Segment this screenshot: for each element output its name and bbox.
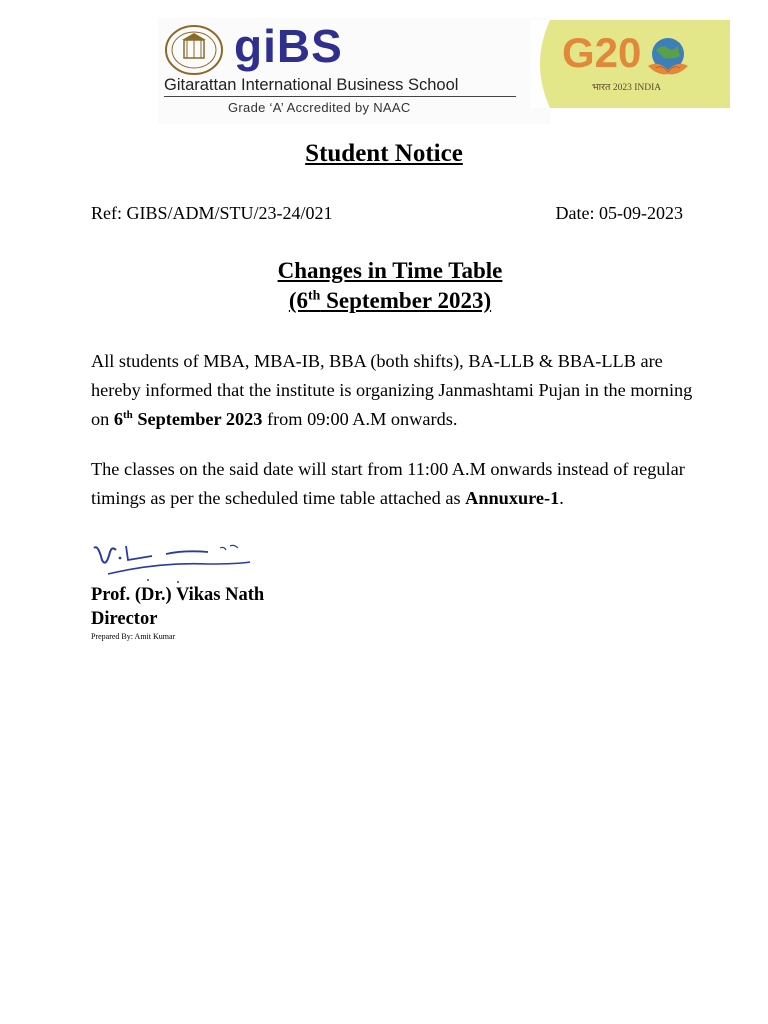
p2-text-b: . [559,488,564,508]
reference-number: Ref: GIBS/ADM/STU/23-24/021 [91,203,333,223]
subject-open: (6 [288,288,309,313]
notice-date: Date: 05-09-2023 [555,203,683,223]
g20-logo [530,20,730,108]
body-paragraph-1 [91,347,701,434]
subject-line-2 [0,288,768,314]
p1-text-a: All students of MBA, MBA-IB, BBA (both shifts), BA-LLB & BBA-LLB are hereby informed that the institute is organizing Janmashtami Pujan in the morning on [91,351,693,429]
notice-title: Student Notice [305,140,463,167]
p1-date-ordinal: th [123,408,133,421]
gibs-logo [158,18,550,124]
g20-wordmark-text: G20 [562,29,642,76]
signatory-name: Prof. (Dr.) Vikas Nath [91,585,265,605]
p1-date-bold [114,409,263,429]
institute-name: Gitarattan International Business School [164,76,459,94]
g20-tagline: भारत 2023 INDIA [592,83,662,93]
subject-line-1: Changes in Time Table [277,258,503,283]
institute-emblem-icon [164,24,224,76]
annexure-reference: Annuxure-1 [465,488,560,508]
globe-lotus-icon [642,32,694,84]
p2-text-a: The classes on the said date will start from 11:00 A.M onwards instead of regular timings as per the scheduled time table attached as [91,459,685,508]
prepared-by: Prepared By: Amit Kumar [91,632,176,641]
subject-rest: September 2023) [320,288,492,313]
p1-text-b: from 09:00 A.M onwards. [262,409,458,429]
g20-wordmark [562,28,641,78]
p1-date-num: 6 [113,409,123,429]
subject-ordinal: th [308,287,321,303]
accreditation-text: Grade ‘A’ Accredited by NAAC [228,100,411,115]
handwritten-signature [88,534,258,588]
signatory-designation: Director [91,609,158,629]
p1-date-rest: September 2023 [132,409,263,429]
gibs-wordmark: giBS [234,20,343,72]
logo-divider [164,96,516,97]
body-paragraph-2 [91,455,701,513]
